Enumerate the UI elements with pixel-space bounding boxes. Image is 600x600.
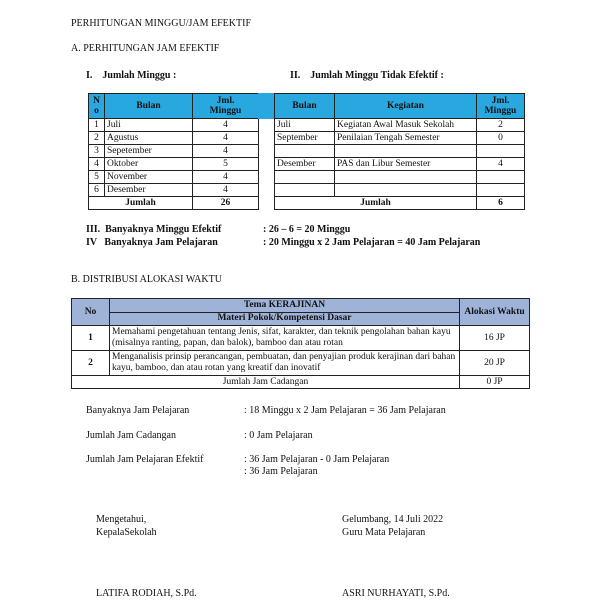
section-b-heading: B. DISTRIBUSI ALOKASI WAKTU xyxy=(71,274,222,285)
table-row xyxy=(89,132,259,145)
table-header-row xyxy=(275,94,525,119)
jam-efektif-value-1: : 36 Jam Pelajaran - 0 Jam Pelajaran xyxy=(244,454,390,465)
table-header-row xyxy=(89,94,259,119)
total-label: Jumlah xyxy=(275,197,477,210)
cell-bulan xyxy=(275,145,335,158)
header-jml-minggu: Jml. Minggu xyxy=(477,94,525,119)
cell-bulan: Juli xyxy=(105,119,193,132)
cell-minggu: 4 xyxy=(477,158,525,171)
table-row xyxy=(89,184,259,197)
cell-kegiatan xyxy=(335,145,477,158)
cell-bulan: November xyxy=(105,171,193,184)
cell-bulan xyxy=(275,184,335,197)
cell-bulan: Agustus xyxy=(105,132,193,145)
jam-pelajaran-label: IV Banyaknya Jam Pelajaran xyxy=(86,237,218,248)
distribusi-alokasi-table xyxy=(71,298,530,389)
cadangan-row xyxy=(72,376,530,389)
banyaknya-jam-label: Banyaknya Jam Pelajaran xyxy=(86,405,190,416)
cell-minggu: 5 xyxy=(193,158,259,171)
cell-minggu: 4 xyxy=(193,132,259,145)
cell-bulan xyxy=(275,171,335,184)
cell-minggu xyxy=(477,145,525,158)
cell-minggu: 4 xyxy=(193,184,259,197)
cell-no: 5 xyxy=(89,171,105,184)
header-materi-pokok: Materi Pokok/Kompetensi Dasar xyxy=(110,312,460,326)
jam-efektif-value-2: : 36 Jam Pelajaran xyxy=(244,466,318,477)
sub-heading-jumlah-minggu: I. Jumlah Minggu : xyxy=(86,70,177,81)
page-title: PERHITUNGAN MINGGU/JAM EFEKTIF xyxy=(71,18,251,29)
table-row xyxy=(275,132,525,145)
signature-right-line1: Gelumbang, 14 Juli 2022 xyxy=(342,514,444,525)
cell-jp: 20 JP xyxy=(460,351,530,376)
signature-right-name: ASRI NURHAYATI, S.Pd. xyxy=(342,588,450,599)
cell-materi: Menganalisis prinsip perancangan, pembuatan, dan penyajian produk kerajinan dari bahan kayu, bamboo, dan atau rotan yang kreatif dan inovatif xyxy=(110,351,460,376)
header-bulan: Bulan xyxy=(105,94,193,119)
jam-pelajaran-value: : 20 Minggu x 2 Jam Pelajaran = 40 Jam Pelajaran xyxy=(263,237,481,248)
table-row xyxy=(89,158,259,171)
minggu-efektif-value: : 26 – 6 = 20 Minggu xyxy=(263,224,351,235)
cell-minggu: 4 xyxy=(193,119,259,132)
cell-bulan: Desember xyxy=(105,184,193,197)
table-header-row xyxy=(72,299,530,313)
cell-minggu: 4 xyxy=(193,171,259,184)
header-no: N o xyxy=(89,94,105,119)
table-row xyxy=(275,145,525,158)
header-bulan: Bulan xyxy=(275,94,335,119)
signature-left-name: LATIFA RODIAH, S.Pd. xyxy=(96,588,197,599)
table-row xyxy=(72,351,530,376)
header-tema: Tema KERAJINAN xyxy=(110,299,460,313)
total-row xyxy=(275,197,525,210)
header-band xyxy=(258,93,274,119)
cell-materi: Memahami pengetahuan tentang Jenis, sifat, karakter, dan teknik pengolahan bahan kayu (misalnya ranting, papan, dan balok), bamboo dan atau rotan xyxy=(110,326,460,351)
table-row xyxy=(89,145,259,158)
total-label: Jumlah xyxy=(89,197,193,210)
cell-no: 4 xyxy=(89,158,105,171)
cell-no: 6 xyxy=(89,184,105,197)
minggu-efektif-label: III. Banyaknya Minggu Efektif xyxy=(86,224,222,235)
header-kegiatan: Kegiatan xyxy=(335,94,477,119)
header-jml-minggu: Jml. Minggu xyxy=(193,94,259,119)
cell-kegiatan: Kegiatan Awal Masuk Sekolah xyxy=(335,119,477,132)
cell-bulan: Sepetember xyxy=(105,145,193,158)
jam-cadangan-value: : 0 Jam Pelajaran xyxy=(244,430,313,441)
minggu-tidak-efektif-table xyxy=(274,93,525,210)
table-row xyxy=(275,158,525,171)
cell-no: 1 xyxy=(89,119,105,132)
table-row xyxy=(275,119,525,132)
cell-minggu: 2 xyxy=(477,119,525,132)
total-value: 26 xyxy=(193,197,259,210)
cell-minggu: 0 xyxy=(477,132,525,145)
table-row xyxy=(275,184,525,197)
cell-bulan: Oktober xyxy=(105,158,193,171)
cadangan-value: 0 JP xyxy=(460,376,530,389)
cadangan-label: Jumlah Jam Cadangan xyxy=(72,376,460,389)
jam-efektif-label: Jumlah Jam Pelajaran Efektif xyxy=(86,454,204,465)
table-row xyxy=(275,171,525,184)
table-row xyxy=(89,119,259,132)
cell-no: 1 xyxy=(72,326,110,351)
cell-no: 2 xyxy=(89,132,105,145)
cell-jp: 16 JP xyxy=(460,326,530,351)
header-alokasi-waktu: Alokasi Waktu xyxy=(460,299,530,326)
signature-left-line1: Mengetahui, xyxy=(96,514,147,525)
signature-right-line2: Guru Mata Pelajaran xyxy=(342,527,426,538)
cell-minggu: 4 xyxy=(193,145,259,158)
total-value: 6 xyxy=(477,197,525,210)
cell-kegiatan: Penilaian Tengah Semester xyxy=(335,132,477,145)
total-row xyxy=(89,197,259,210)
section-a-heading: A. PERHITUNGAN JAM EFEKTIF xyxy=(71,43,220,54)
cell-minggu xyxy=(477,171,525,184)
jumlah-minggu-table xyxy=(88,93,259,210)
signature-left-line2: KepalaSekolah xyxy=(96,527,157,538)
sub-heading-minggu-tidak-efektif: II. Jumlah Minggu Tidak Efektif : xyxy=(290,70,444,81)
table-row xyxy=(72,326,530,351)
cell-bulan: Desember xyxy=(275,158,335,171)
cell-bulan: Juli xyxy=(275,119,335,132)
jam-cadangan-label: Jumlah Jam Cadangan xyxy=(86,430,176,441)
cell-minggu xyxy=(477,184,525,197)
table-row xyxy=(89,171,259,184)
cell-no: 3 xyxy=(89,145,105,158)
cell-kegiatan xyxy=(335,171,477,184)
banyaknya-jam-value: : 18 Minggu x 2 Jam Pelajaran = 36 Jam Pelajaran xyxy=(244,405,446,416)
cell-kegiatan xyxy=(335,184,477,197)
header-no: No xyxy=(72,299,110,326)
cell-no: 2 xyxy=(72,351,110,376)
cell-kegiatan: PAS dan Libur Semester xyxy=(335,158,477,171)
cell-bulan: September xyxy=(275,132,335,145)
